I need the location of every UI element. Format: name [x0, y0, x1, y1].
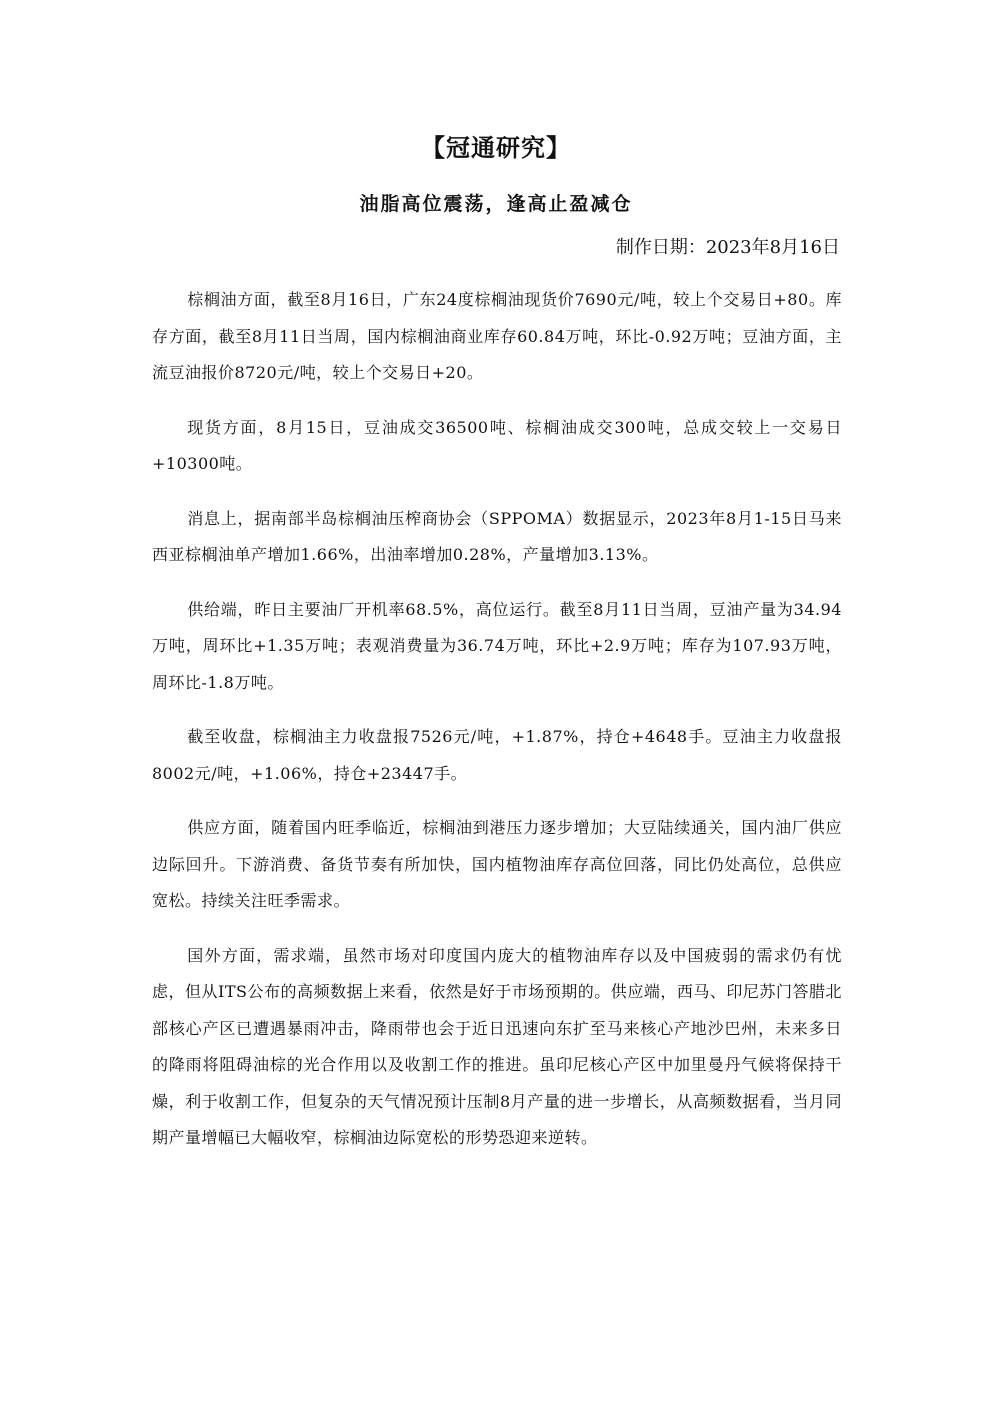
paragraph-domestic-supply: 供应方面，随着国内旺季临近，棕榈油到港压力逐步增加；大豆陆续通关，国内油厂供应边际回升。下游消费、备货节奏有所加快，国内植物油库存高位回落，同比仍处高位，总供应宽松。持续关注旺季需求。: [152, 818, 842, 910]
report-body: [152, 282, 842, 1175]
report-subtitle: 油脂高位震荡，逢高止盈减仓: [359, 193, 633, 215]
paragraph-closing-prices: 截至收盘，棕榈油主力收盘报7526元/吨，+1.87%，持仓+4648手。豆油主力收盘报8002元/吨，+1.06%，持仓+23447手。: [152, 727, 842, 783]
paragraph-spot-trading: 现货方面，8月15日，豆油成交36500吨、棕榈油成交300吨，总成交较上一交易日+10300吨。: [152, 417, 842, 473]
paragraph-sppoma-news: 消息上，据南部半岛棕榈油压榨商协会（SPPOMA）数据显示，2023年8月1-15日马来西亚棕榈油单产增加1.66%，出油率增加0.28%，产量增加3.13%。: [152, 508, 842, 564]
report-date: 制作日期：2023年8月16日: [615, 237, 840, 258]
paragraph-palm-oil-spot: 棕榈油方面，截至8月16日，广东24度棕榈油现货价7690元/吨，较上个交易日+80。库存方面，截至8月11日当周，国内棕榈油商业库存60.84万吨，环比-0.92万吨；豆油方面，主流豆油报价8720元/吨，较上个交易日+20。: [152, 290, 842, 382]
paragraph-overseas: 国外方面，需求端，虽然市场对印度国内庞大的植物油库存以及中国疲弱的需求仍有忧虑，但从ITS公布的高频数据上来看，依然是好于市场预期的。供应端，西马、印尼苏门答腊北部核心产区已遭遇暴雨冲击，降雨带也会于近日迅速向东扩至马来核心产地沙巴州，未来多日的降雨将阻碍油棕的光合作用以及收割工作的推进。虽印尼核心产区中加里曼丹气候将保持干燥，利于收割工作，但复杂的天气情况预计压制8月产量的进一步增长，从高频数据看，当月同期产量增幅已大幅收窄，棕榈油边际宽松的形势恐迎来逆转。: [152, 945, 842, 1147]
paragraph-supply-side: 供给端，昨日主要油厂开机率68.5%，高位运行。截至8月11日当周，豆油产量为34.94万吨，周环比+1.35万吨；表观消费量为36.74万吨，环比+2.9万吨；库存为107.93万吨，周环比-1.8万吨。: [152, 599, 842, 692]
report-header-title: 【冠通研究】: [421, 133, 571, 162]
